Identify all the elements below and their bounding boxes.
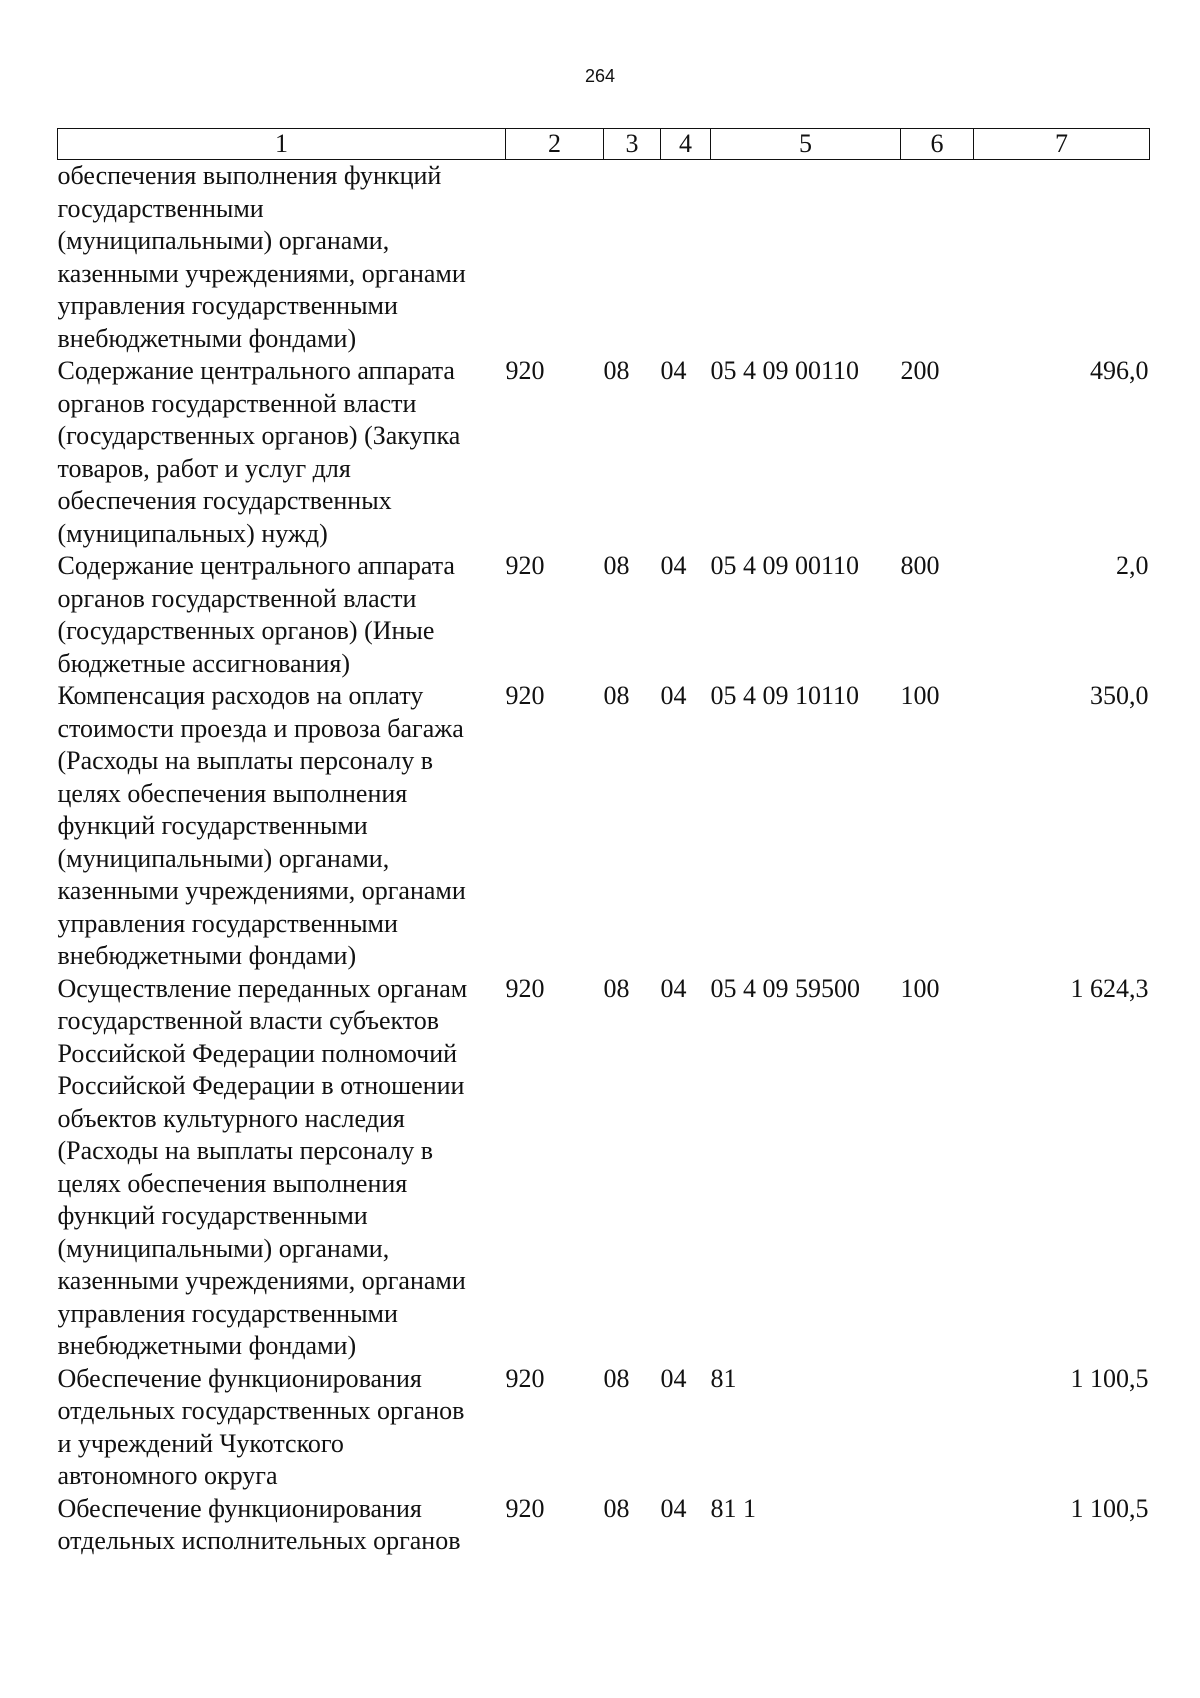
cell-target-article: 05 4 09 10110	[710, 681, 860, 710]
cell-amount: 2,0	[1116, 551, 1149, 580]
description-line: и учреждений Чукотского	[57, 1428, 344, 1458]
description-line: отдельных государственных органов	[57, 1396, 465, 1425]
description-line: объектов культурного наследия	[57, 1103, 405, 1133]
cell-admin-code: 920	[505, 973, 545, 1003]
description-line: (Расходы на выплаты персоналу в	[57, 1136, 434, 1165]
row-description	[58, 680, 506, 973]
description-line: отдельных исполнительных органов	[57, 1526, 461, 1555]
row-description	[58, 1493, 506, 1558]
description-line: целях обеспечения выполнения	[57, 778, 408, 808]
description-line: целях обеспечения выполнения	[57, 1168, 408, 1198]
description-line: Обеспечение функционирования	[57, 1493, 422, 1523]
row-description	[58, 973, 506, 1363]
table-row	[58, 1363, 1150, 1493]
cell-expense-type	[901, 1363, 974, 1493]
description-line: Содержание центрального аппарата	[57, 356, 455, 385]
cell-target-article: 05 4 09 00110	[710, 356, 860, 385]
cell-admin-code: 920	[505, 356, 545, 385]
description-line: функций государственными	[57, 811, 368, 840]
description-line: Обеспечение функционирования	[57, 1363, 422, 1393]
cell-section: 08	[603, 1493, 630, 1523]
header-cell-3: 3	[604, 129, 661, 160]
cell-admin-code: 920	[505, 551, 545, 580]
cell-section: 08	[603, 1363, 630, 1393]
description-line: (государственных органов) (Закупка	[57, 421, 461, 450]
row-description	[58, 160, 506, 356]
description-line: внебюджетными фондами)	[57, 1331, 357, 1360]
cell-expense-type	[901, 1493, 974, 1558]
page-number: 264	[584, 66, 616, 86]
table-header	[58, 129, 1150, 160]
cell-section: 08	[603, 551, 630, 580]
cell-section	[604, 160, 661, 356]
header-cell-1: 1	[58, 129, 506, 160]
header-cell-5: 5	[711, 129, 901, 160]
description-line: (муниципальными) органами,	[57, 843, 390, 873]
cell-target-article: 05 4 09 00110	[710, 551, 860, 580]
cell-expense-type	[901, 160, 974, 356]
header-cell-6: 6	[901, 129, 974, 160]
table-row	[58, 680, 1150, 973]
description-line: управления государственными	[57, 908, 398, 938]
row-description	[58, 1363, 506, 1493]
description-line: (муниципальных) нужд)	[57, 518, 328, 548]
cell-admin-code: 920	[505, 681, 545, 710]
cell-target-article: 81	[710, 1363, 737, 1393]
cell-subsection	[661, 160, 711, 356]
description-line: автономного округа	[57, 1461, 278, 1490]
row-description	[58, 355, 506, 550]
cell-amount: 1 100,5	[1070, 1363, 1149, 1393]
cell-admin-code: 920	[505, 1363, 545, 1393]
cell-subsection: 04	[660, 973, 687, 1003]
cell-amount	[974, 160, 1150, 356]
table-row	[58, 1493, 1150, 1558]
description-line: управления государственными	[57, 1298, 398, 1328]
description-line: Российской Федерации полномочий	[57, 1038, 458, 1068]
description-line: государственными	[57, 193, 264, 223]
budget-table	[57, 128, 1150, 1558]
description-line: бюджетные ассигнования)	[57, 648, 351, 678]
description-line: Российской Федерации в отношении	[57, 1071, 465, 1100]
cell-subsection: 04	[660, 1493, 687, 1523]
table-row	[58, 550, 1150, 680]
description-line: внебюджетными фондами)	[57, 941, 357, 970]
description-line: стоимости проезда и провоза багажа	[57, 713, 464, 743]
cell-section: 08	[603, 973, 630, 1003]
cell-target-article	[711, 160, 901, 356]
cell-expense-type: 200	[900, 356, 940, 385]
cell-amount: 1 100,5	[1070, 1493, 1149, 1523]
description-line: (муниципальными) органами,	[57, 1233, 390, 1263]
cell-subsection: 04	[660, 681, 687, 710]
header-row	[58, 129, 1150, 160]
cell-amount: 350,0	[1090, 681, 1149, 710]
description-line: товаров, работ и услуг для	[57, 453, 351, 483]
cell-expense-type: 100	[900, 973, 940, 1003]
cell-target-article: 81 1	[710, 1493, 756, 1523]
cell-expense-type: 100	[900, 681, 940, 710]
cell-admin-code: 920	[505, 1493, 545, 1523]
description-line: (Расходы на выплаты персоналу в	[57, 746, 434, 775]
header-cell-2: 2	[506, 129, 604, 160]
cell-admin-code	[506, 160, 604, 356]
description-line: обеспечения государственных	[57, 486, 392, 515]
row-description	[58, 550, 506, 680]
description-line: органов государственной власти	[57, 583, 417, 613]
cell-expense-type: 800	[900, 551, 940, 580]
cell-section: 08	[603, 681, 630, 710]
table-row	[58, 355, 1150, 550]
cell-target-article: 05 4 09 59500	[710, 973, 860, 1003]
description-line: внебюджетными фондами)	[57, 323, 357, 353]
cell-subsection: 04	[660, 356, 687, 385]
description-line: органов государственной власти	[57, 388, 417, 418]
cell-amount: 496,0	[1090, 356, 1149, 385]
description-line: казенными учреждениями, органами	[57, 1266, 466, 1295]
description-line: Содержание центрального аппарата	[57, 551, 455, 580]
description-line: функций государственными	[57, 1201, 368, 1230]
table-row	[58, 973, 1150, 1363]
description-line: Осуществление переданных органам	[57, 973, 468, 1003]
table-row	[58, 160, 1150, 356]
description-line: казенными учреждениями, органами	[57, 876, 466, 905]
header-cell-7: 7	[974, 129, 1150, 160]
description-line: управления государственными	[57, 291, 398, 320]
description-line: казенными учреждениями, органами	[57, 258, 466, 288]
description-line: государственной власти субъектов	[57, 1006, 440, 1035]
description-line: Компенсация расходов на оплату	[57, 681, 424, 710]
cell-section: 08	[603, 356, 630, 385]
description-line: обеспечения выполнения функций	[57, 161, 442, 190]
cell-subsection: 04	[660, 1363, 687, 1393]
cell-subsection: 04	[660, 551, 687, 580]
description-line: (муниципальными) органами,	[57, 226, 390, 255]
cell-amount: 1 624,3	[1070, 973, 1149, 1003]
table-body	[58, 160, 1150, 1558]
header-cell-4: 4	[661, 129, 711, 160]
description-line: (государственных органов) (Иные	[57, 616, 435, 645]
